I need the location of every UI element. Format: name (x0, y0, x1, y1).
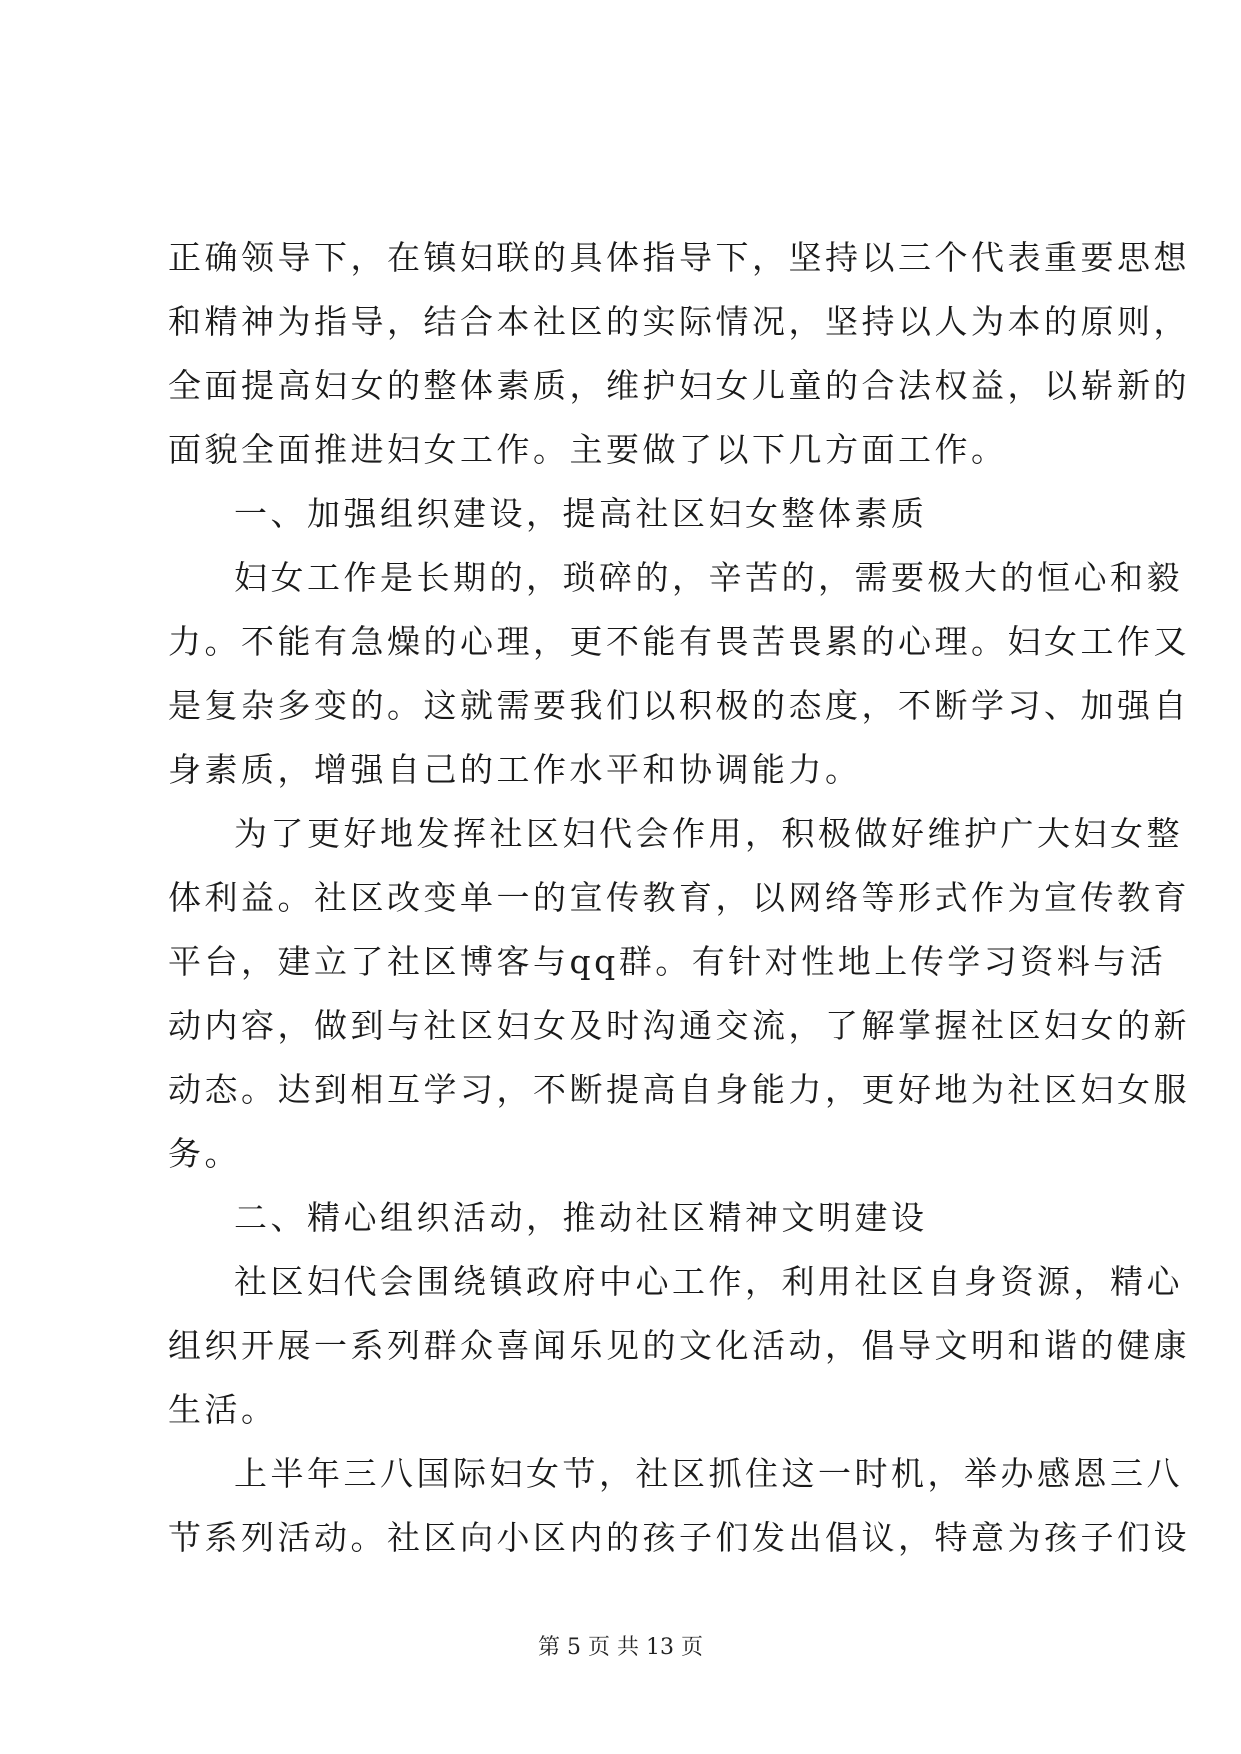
page-number-footer: 第 5 页 共 13 页 (538, 1635, 703, 1660)
text-line: 组织开展一系列群众喜闻乐见的文化活动，倡导文明和谐的健康 (168, 1326, 1190, 1365)
section-heading: 二、精心组织活动，推动社区精神文明建设 (234, 1198, 928, 1237)
text-line: 务。 (168, 1134, 241, 1173)
text-line: 身素质，增强自己的工作水平和协调能力。 (168, 750, 862, 789)
paragraph-start: 妇女工作是长期的，琐碎的，辛苦的，需要极大的恒心和毅 (234, 558, 1183, 597)
text-line: 平台，建立了社区博客与qq群。有针对性地上传学习资料与活 (168, 942, 1167, 981)
text-line: 动态。达到相互学习，不断提高自身能力，更好地为社区妇女服 (168, 1070, 1190, 1109)
text-line: 是复杂多变的。这就需要我们以积极的态度，不断学习、加强自 (168, 686, 1190, 725)
text-line: 和精神为指导，结合本社区的实际情况，坚持以人为本的原则， (168, 302, 1190, 341)
text-line: 动内容，做到与社区妇女及时沟通交流，了解掌握社区妇女的新 (168, 1006, 1190, 1045)
text-line: 全面提高妇女的整体素质，维护妇女儿童的合法权益，以崭新的 (168, 366, 1190, 405)
paragraph-start: 社区妇代会围绕镇政府中心工作，利用社区自身资源，精心 (234, 1262, 1183, 1301)
text-line: 力。不能有急燥的心理，更不能有畏苦畏累的心理。妇女工作又 (168, 622, 1190, 661)
text-line: 节系列活动。社区向小区内的孩子们发出倡议，特意为孩子们设 (168, 1518, 1190, 1557)
paragraph-start: 上半年三八国际妇女节，社区抓住这一时机，举办感恩三八 (234, 1454, 1183, 1493)
document-body (168, 226, 1190, 1570)
text-line: 生活。 (168, 1390, 278, 1429)
text-line: 面貌全面推进妇女工作。主要做了以下几方面工作。 (168, 430, 1008, 469)
text-line: 体利益。社区改变单一的宣传教育，以网络等形式作为宣传教育 (168, 878, 1190, 917)
text-line: 正确领导下，在镇妇联的具体指导下，坚持以三个代表重要思想 (168, 238, 1190, 277)
paragraph-start: 为了更好地发挥社区妇代会作用，积极做好维护广大妇女整 (234, 814, 1183, 853)
section-heading: 一、加强组织建设，提高社区妇女整体素质 (234, 494, 928, 533)
